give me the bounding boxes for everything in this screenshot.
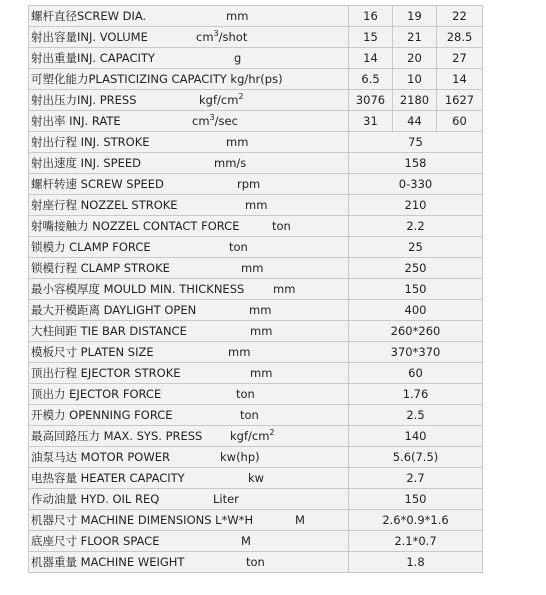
spec-row bbox=[29, 153, 483, 174]
spec-row bbox=[29, 27, 483, 48]
spec-name: 锁模行程 CLAMP STROKE bbox=[31, 261, 170, 275]
spec-value: 10 bbox=[393, 69, 437, 90]
spec-row bbox=[29, 489, 483, 510]
spec-name: 顶出力 EJECTOR FORCE bbox=[31, 387, 162, 401]
spec-unit: mm bbox=[241, 261, 264, 275]
spec-row bbox=[29, 405, 483, 426]
spec-label-cell bbox=[29, 174, 349, 195]
spec-label-cell bbox=[29, 531, 349, 552]
spec-row bbox=[29, 384, 483, 405]
spec-value: 3076 bbox=[349, 90, 393, 111]
spec-value: 15 bbox=[349, 27, 393, 48]
spec-row bbox=[29, 510, 483, 531]
spec-unit: mm bbox=[245, 198, 268, 212]
spec-label-cell bbox=[29, 447, 349, 468]
spec-value: 2.6*0.9*1.6 bbox=[349, 510, 483, 531]
spec-name: 可塑化能力PLASTICIZING CAPACITY kg/hr(ps) bbox=[31, 72, 283, 86]
spec-name: 锁模力 CLAMP FORCE bbox=[31, 240, 151, 254]
spec-value: 260*260 bbox=[349, 321, 483, 342]
spec-unit: mm bbox=[250, 366, 273, 380]
spec-name: 射出率 INJ. RATE bbox=[31, 114, 121, 128]
spec-label-cell bbox=[29, 489, 349, 510]
spec-row bbox=[29, 132, 483, 153]
spec-value: 22 bbox=[437, 6, 483, 27]
spec-name: 最小容模厚度 MOULD MIN. THICKNESS bbox=[31, 282, 245, 296]
spec-label-cell bbox=[29, 6, 349, 27]
spec-label-cell bbox=[29, 27, 349, 48]
spec-unit: M bbox=[295, 513, 305, 527]
spec-unit: mm/s bbox=[214, 156, 247, 170]
spec-unit: mm bbox=[249, 303, 272, 317]
spec-label-cell bbox=[29, 90, 349, 111]
spec-value: 21 bbox=[393, 27, 437, 48]
spec-unit: $cm^3/\sec$ bbox=[192, 113, 238, 128]
spec-row bbox=[29, 447, 483, 468]
spec-row bbox=[29, 279, 483, 300]
spec-row bbox=[29, 426, 483, 447]
spec-name: 最高回路压力 MAX. SYS. PRESS bbox=[31, 429, 203, 443]
spec-name: 射出压力INJ. PRESS bbox=[31, 93, 137, 107]
spec-value: 19 bbox=[393, 6, 437, 27]
spec-name: 最大开模距离 DAYLIGHT OPEN bbox=[31, 303, 197, 317]
spec-value: 2.1*0.7 bbox=[349, 531, 483, 552]
spec-unit: ton bbox=[272, 219, 291, 233]
spec-value: 2.5 bbox=[349, 405, 483, 426]
spec-label-cell bbox=[29, 153, 349, 174]
spec-label-cell bbox=[29, 552, 349, 573]
spec-unit: mm bbox=[273, 282, 296, 296]
spec-label-cell bbox=[29, 132, 349, 153]
spec-label-cell bbox=[29, 426, 349, 447]
spec-label-cell bbox=[29, 510, 349, 531]
spec-value: 210 bbox=[349, 195, 483, 216]
spec-label-cell bbox=[29, 48, 349, 69]
spec-unit: rpm bbox=[237, 177, 261, 191]
spec-value: 2180 bbox=[393, 90, 437, 111]
spec-value: 44 bbox=[393, 111, 437, 132]
spec-name: 射出速度 INJ. SPEED bbox=[31, 156, 141, 170]
spec-row bbox=[29, 216, 483, 237]
spec-label-cell bbox=[29, 342, 349, 363]
spec-label-cell bbox=[29, 69, 349, 90]
spec-row bbox=[29, 237, 483, 258]
spec-value: 75 bbox=[349, 132, 483, 153]
spec-unit: ton bbox=[246, 555, 265, 569]
spec-row bbox=[29, 48, 483, 69]
spec-value: 158 bbox=[349, 153, 483, 174]
spec-value: 400 bbox=[349, 300, 483, 321]
spec-row bbox=[29, 174, 483, 195]
spec-value: 25 bbox=[349, 237, 483, 258]
spec-unit: Liter bbox=[213, 492, 239, 506]
spec-value: 370*370 bbox=[349, 342, 483, 363]
spec-name: 射出行程 INJ. STROKE bbox=[31, 135, 150, 149]
spec-name: 油泵马达 MOTOR POWER bbox=[31, 450, 170, 464]
spec-unit: mm bbox=[228, 345, 251, 359]
spec-label-cell bbox=[29, 468, 349, 489]
spec-row bbox=[29, 90, 483, 111]
spec-value: 2.7 bbox=[349, 468, 483, 489]
spec-name: 射出重量INJ. CAPACITY bbox=[31, 51, 155, 65]
spec-table-body bbox=[29, 6, 483, 573]
spec-row bbox=[29, 468, 483, 489]
spec-label-cell bbox=[29, 195, 349, 216]
spec-name: 射出容量INJ. VOLUME bbox=[31, 30, 148, 44]
spec-unit: ton bbox=[229, 240, 248, 254]
spec-label-cell bbox=[29, 237, 349, 258]
spec-name: 机器重量 MACHINE WEIGHT bbox=[31, 555, 185, 569]
spec-value: 140 bbox=[349, 426, 483, 447]
spec-row bbox=[29, 300, 483, 321]
spec-name: 作动油量 HYD. OIL REQ bbox=[31, 492, 160, 506]
spec-value: 14 bbox=[437, 69, 483, 90]
spec-name: 螺杆转速 SCREW SPEED bbox=[31, 177, 164, 191]
spec-row bbox=[29, 552, 483, 573]
spec-value: 1.8 bbox=[349, 552, 483, 573]
spec-unit: kgf/$cm^2$ bbox=[230, 428, 275, 443]
spec-value: 150 bbox=[349, 489, 483, 510]
spec-name: 顶出行程 EJECTOR STROKE bbox=[31, 366, 181, 380]
spec-value: 150 bbox=[349, 279, 483, 300]
spec-name: 底座尺寸 FLOOR SPACE bbox=[31, 534, 160, 548]
spec-unit: kw bbox=[248, 471, 265, 485]
spec-unit: mm bbox=[250, 324, 273, 338]
spec-value: 16 bbox=[349, 6, 393, 27]
spec-row bbox=[29, 342, 483, 363]
spec-name: 机器尺寸 MACHINE DIMENSIONS L*W*H bbox=[31, 513, 254, 527]
spec-table bbox=[28, 5, 483, 573]
spec-unit: g bbox=[234, 51, 242, 65]
spec-name: 模板尺寸 PLATEN SIZE bbox=[31, 345, 154, 359]
spec-label-cell bbox=[29, 258, 349, 279]
spec-row bbox=[29, 111, 483, 132]
spec-value: 60 bbox=[349, 363, 483, 384]
spec-value: 1.76 bbox=[349, 384, 483, 405]
spec-unit: mm bbox=[226, 9, 249, 23]
spec-row bbox=[29, 258, 483, 279]
spec-value: 6.5 bbox=[349, 69, 393, 90]
spec-label-cell bbox=[29, 405, 349, 426]
spec-row bbox=[29, 363, 483, 384]
spec-value: 250 bbox=[349, 258, 483, 279]
spec-value: 27 bbox=[437, 48, 483, 69]
spec-row bbox=[29, 195, 483, 216]
spec-unit: kgf/$cm^2$ bbox=[199, 92, 244, 107]
spec-name: 射嘴接触力 NOZZEL CONTACT FORCE bbox=[31, 219, 240, 233]
spec-unit: mm bbox=[226, 135, 249, 149]
spec-value: 20 bbox=[393, 48, 437, 69]
spec-unit: M bbox=[241, 534, 251, 548]
spec-label-cell bbox=[29, 321, 349, 342]
spec-name: 电热容量 HEATER CAPACITY bbox=[31, 471, 185, 485]
spec-label-cell bbox=[29, 279, 349, 300]
spec-unit: ton bbox=[236, 387, 255, 401]
spec-label-cell bbox=[29, 363, 349, 384]
spec-name: 开模力 OPENNING FORCE bbox=[31, 408, 173, 422]
spec-row bbox=[29, 6, 483, 27]
spec-row bbox=[29, 69, 483, 90]
spec-value: 0-330 bbox=[349, 174, 483, 195]
spec-value: 60 bbox=[437, 111, 483, 132]
spec-value: 31 bbox=[349, 111, 393, 132]
spec-name: 大柱间距 TIE BAR DISTANCE bbox=[31, 324, 187, 338]
spec-value: 1627 bbox=[437, 90, 483, 111]
spec-value: 14 bbox=[349, 48, 393, 69]
spec-unit: ton bbox=[240, 408, 259, 422]
spec-label-cell bbox=[29, 216, 349, 237]
spec-label-cell bbox=[29, 111, 349, 132]
spec-value: 5.6(7.5) bbox=[349, 447, 483, 468]
spec-unit: $cm^3$/shot bbox=[196, 29, 248, 44]
spec-row bbox=[29, 531, 483, 552]
spec-name: 螺杆直径SCREW DIA. bbox=[31, 9, 147, 23]
spec-unit: kw(hp) bbox=[220, 450, 260, 464]
spec-label-cell bbox=[29, 300, 349, 321]
spec-row bbox=[29, 321, 483, 342]
spec-label-cell bbox=[29, 384, 349, 405]
spec-value: 2.2 bbox=[349, 216, 483, 237]
spec-value: 28.5 bbox=[437, 27, 483, 48]
spec-name: 射座行程 NOZZEL STROKE bbox=[31, 198, 178, 212]
